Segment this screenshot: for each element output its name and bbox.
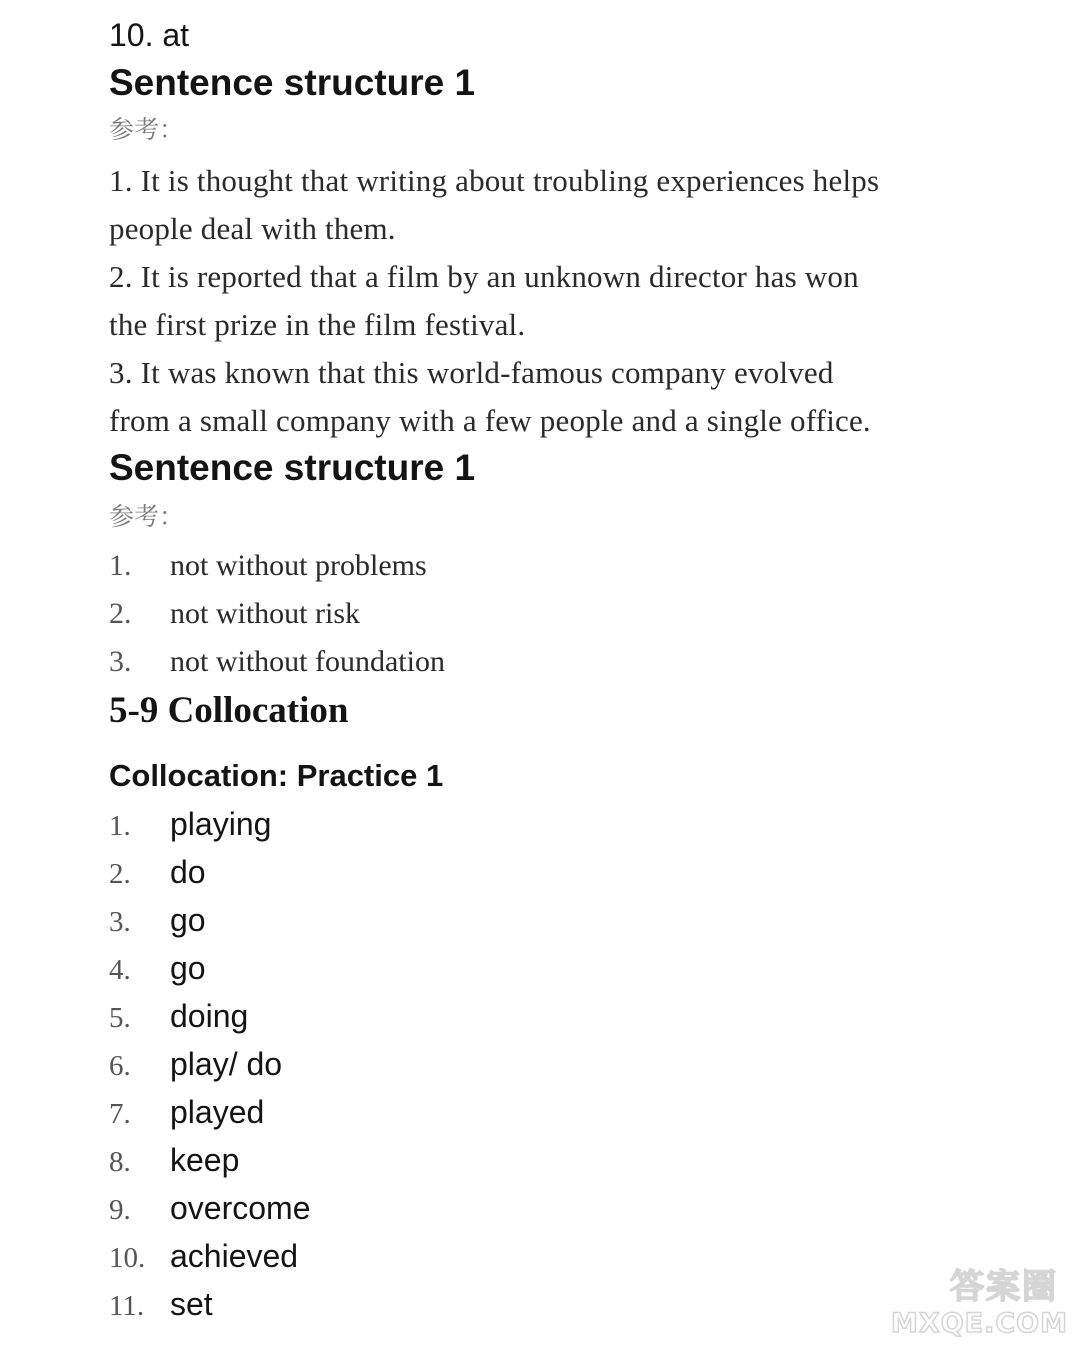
list-item bbox=[109, 808, 271, 841]
answer-line: the first prize in the film festival. bbox=[109, 307, 526, 342]
item-number: 1. bbox=[109, 549, 132, 582]
item-text: go bbox=[170, 902, 206, 938]
list-item bbox=[109, 1144, 239, 1177]
reference-note: 参考： bbox=[109, 115, 185, 144]
item-text: doing bbox=[170, 998, 249, 1034]
list-item bbox=[109, 1192, 311, 1225]
list-item bbox=[109, 1048, 282, 1081]
item-number: 10. bbox=[109, 1242, 146, 1274]
item-text: achieved bbox=[170, 1238, 299, 1274]
reference-note: 参考： bbox=[109, 502, 185, 531]
list-item bbox=[109, 1240, 298, 1273]
item-text: not without foundation bbox=[170, 645, 445, 678]
item-text: keep bbox=[170, 1142, 240, 1178]
item-number: 2. bbox=[109, 597, 132, 630]
item-number: 3. bbox=[109, 645, 132, 678]
item-number: 2. bbox=[109, 858, 131, 890]
item-number: 4. bbox=[109, 954, 131, 986]
watermark-logo bbox=[893, 1259, 1068, 1339]
item-text: go bbox=[170, 950, 206, 986]
item-number: 3. bbox=[109, 906, 131, 938]
list-item bbox=[109, 1288, 213, 1321]
item-number: 5. bbox=[109, 1002, 131, 1034]
watermark-text-top: 答案圈 bbox=[950, 1267, 1058, 1307]
item-number: 9. bbox=[109, 1194, 131, 1226]
item-text: play/ do bbox=[170, 1046, 283, 1082]
list-item bbox=[109, 599, 360, 629]
list-item bbox=[109, 856, 206, 889]
answer-line: 1. It is thought that writing about troubling experiences helps bbox=[109, 163, 880, 198]
list-item bbox=[109, 1096, 264, 1129]
item-text: overcome bbox=[170, 1190, 311, 1226]
list-item bbox=[109, 1000, 248, 1033]
item-text: do bbox=[170, 854, 206, 890]
list-item bbox=[109, 952, 206, 985]
section-heading-sentence-structure-1-second: Sentence structure 1 bbox=[109, 447, 476, 488]
list-item bbox=[109, 647, 445, 677]
watermark-text-bottom: MXQE.COM bbox=[891, 1308, 1068, 1339]
answer-line: from a small company with a few people and a single office. bbox=[109, 403, 871, 438]
item-number: 1. bbox=[109, 810, 131, 842]
section-heading-collocation: 5-9 Collocation bbox=[109, 690, 349, 731]
section-heading-sentence-structure-1: Sentence structure 1 bbox=[109, 62, 476, 103]
subheading-collocation-practice-1: Collocation: Practice 1 bbox=[109, 758, 444, 793]
item-text: played bbox=[170, 1094, 265, 1130]
answer-item-10-at: 10. at bbox=[109, 17, 190, 53]
item-text: playing bbox=[170, 806, 272, 842]
item-text: not without problems bbox=[170, 549, 427, 582]
list-item bbox=[109, 551, 427, 581]
item-text: not without risk bbox=[170, 597, 361, 630]
answer-line: 3. It was known that this world-famous company evolved bbox=[109, 355, 834, 390]
item-number: 6. bbox=[109, 1050, 131, 1082]
item-number: 7. bbox=[109, 1098, 131, 1130]
item-number: 11. bbox=[109, 1290, 145, 1322]
item-number: 8. bbox=[109, 1146, 131, 1178]
list-item bbox=[109, 904, 206, 937]
answer-line: 2. It is reported that a film by an unknown director has won bbox=[109, 259, 859, 294]
item-text: set bbox=[170, 1286, 213, 1322]
answer-line: people deal with them. bbox=[109, 211, 396, 246]
